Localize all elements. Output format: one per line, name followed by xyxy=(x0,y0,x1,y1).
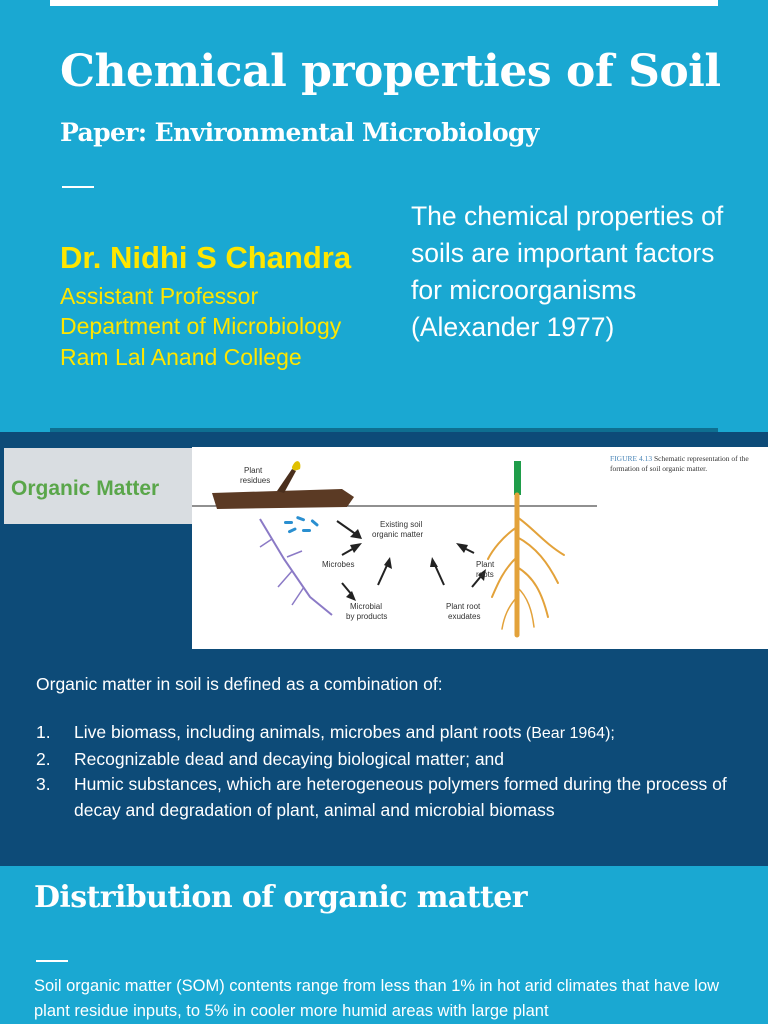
label-plant-roots-1: Plant xyxy=(476,560,495,569)
label-root-exudates-1: Plant root xyxy=(446,602,481,611)
distribution-slide xyxy=(0,866,768,1024)
section-label-box xyxy=(4,448,192,524)
label-microbes: Microbes xyxy=(322,560,355,569)
list-item xyxy=(36,772,746,823)
plant-stem xyxy=(514,461,521,495)
label-plant-residues-1: Plant xyxy=(244,466,263,475)
figure-illustration xyxy=(192,447,768,649)
organic-matter-intro: Organic matter in soil is defined as a combination of: xyxy=(36,674,443,694)
title-divider xyxy=(62,186,94,188)
list-item xyxy=(36,720,746,747)
list-item-citation: (Bear 1964); xyxy=(521,725,615,742)
plant-roots xyxy=(488,495,564,635)
top-accent-bar xyxy=(50,0,718,6)
organic-matter-slide xyxy=(0,432,768,866)
list-item-text: Recognizable dead and decaying biological matter; and xyxy=(74,748,505,769)
list-item-text: Live biomass, including animals, microbes and plant roots xyxy=(74,722,522,742)
label-plant-roots-2: roots xyxy=(476,570,494,579)
label-root-exudates-2: exudates xyxy=(448,612,481,621)
slide-subtitle: Paper: Environmental Microbiology xyxy=(60,118,539,147)
slide-title: Chemical properties of Soil xyxy=(60,46,721,97)
distribution-divider xyxy=(36,960,68,962)
distribution-title: Distribution of organic matter xyxy=(34,880,527,915)
author-name: Dr. Nidhi S Chandra xyxy=(60,240,352,275)
figure-caption xyxy=(610,454,760,474)
plant-residue-leaf xyxy=(292,461,300,470)
title-slide xyxy=(0,0,768,432)
organic-matter-list xyxy=(36,720,746,823)
label-microbial-bp-1: Microbial xyxy=(350,602,383,611)
label-existing-1: Existing soil xyxy=(380,520,423,529)
author-college: Ram Lal Anand College xyxy=(60,344,302,370)
label-existing-2: organic matter xyxy=(372,530,424,539)
label-microbial-bp-2: by products xyxy=(346,612,388,621)
author-role: Assistant Professor xyxy=(60,283,259,309)
author-department: Department of Microbiology xyxy=(60,313,342,339)
figure-number: FIGURE 4.13 xyxy=(610,454,653,463)
list-number: 1. xyxy=(36,722,51,742)
section-label: Organic Matter xyxy=(11,477,160,500)
distribution-body: Soil organic matter (SOM) contents range from less than 1% in hot arid climates that have low plant residue inputs, to 5% in cooler more humid areas with large plant xyxy=(34,977,720,1020)
list-number: 3. xyxy=(36,774,51,794)
microbe-cells xyxy=(284,516,319,534)
label-plant-residues-2: residues xyxy=(240,476,271,485)
list-item xyxy=(36,747,746,773)
som-formation-figure xyxy=(192,447,768,649)
plant-residue-stick xyxy=(277,469,296,493)
figure-caption-text: Schematic representation of the formation of soil organic matter. xyxy=(610,454,749,473)
list-item-text: Humic substances, which are heterogeneous polymers formed during the process of decay and degradation of plant, animal and microbial biomass xyxy=(74,774,727,820)
list-number: 2. xyxy=(36,748,51,769)
intro-text: The chemical properties of soils are important factors for microorganisms (Alexander 1977) xyxy=(411,201,724,342)
